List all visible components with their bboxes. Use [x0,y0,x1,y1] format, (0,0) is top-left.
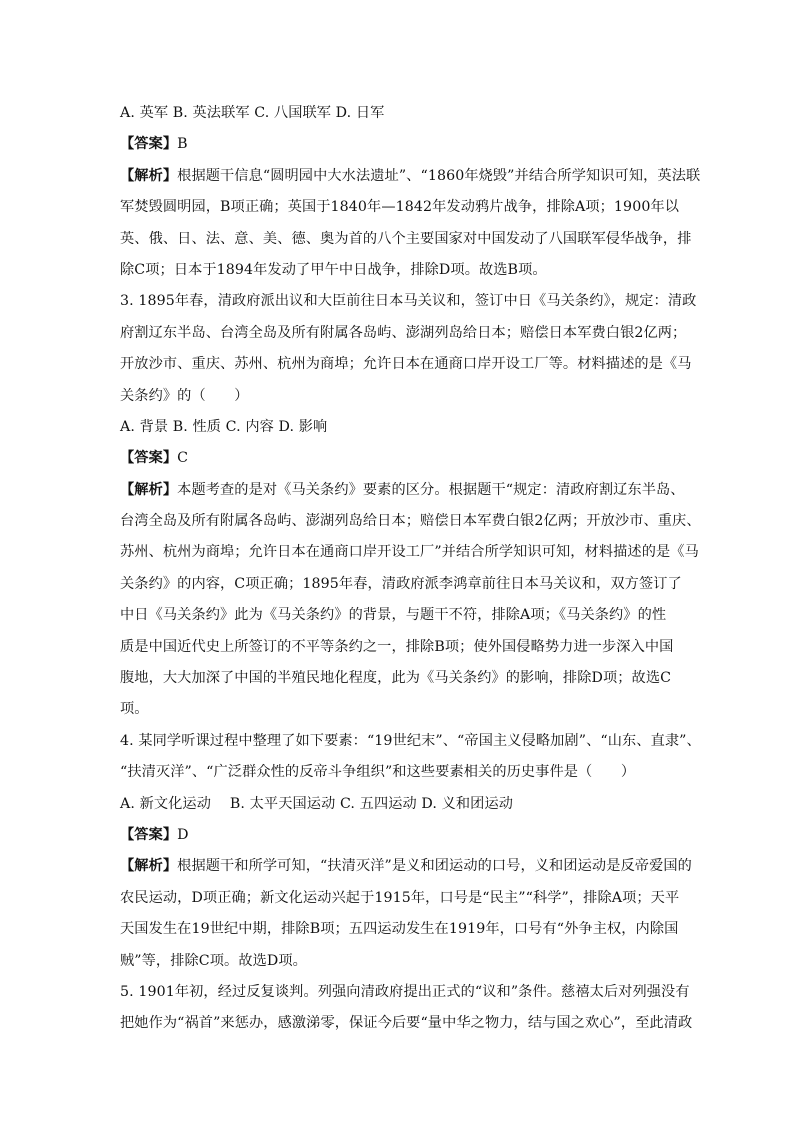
line-text: 4. 某同学听课过程中整理了如下要素：“19世纪末”、“帝国主义侵略加剧”、“山东、直隶”、 [120,732,701,749]
line-text: 除C项；日本于1894年发动了甲午中日战争，排除D项。故选B项。 [120,261,547,278]
line-text: A. 新文化运动 B. 太平天国运动 C. 五四运动 D. 义和团运动 [120,795,514,812]
question-line [120,286,697,317]
line-text: 天国发生在19世纪中期，排除B项；五四运动发生在1919年，口号有“外争主权，内除国 [120,921,679,938]
line-text: 把她作为“祸首”来惩办，感激涕零，保证今后要“量中华之物力，结与国之欢心”，至此清政 [120,1015,693,1032]
text-line [120,851,692,882]
line-text: 中日《马关条约》此为《马关条约》的背景，与题干不符，排除A项；《马关条约》的性 [120,607,667,624]
text-line [120,914,680,945]
options-line [120,789,680,820]
text-line [120,381,680,412]
answer-value: C [177,450,189,467]
text-line [120,820,680,851]
analysis-tag: 【解析】 [120,858,178,875]
text-line [120,129,680,160]
line-text: 农民运动，D项正确；新文化运动兴起于1915年，口号是“民主”“科学”，排除A项；天平 [120,889,680,906]
question-line [120,726,701,757]
text-line [120,224,692,255]
line-text: “扶清灭洋”、“广泛群众性的反帝斗争组织”和这些要素相关的历史事件是（ ） [120,764,636,781]
text-line [120,349,692,380]
text-line [120,537,699,568]
line-text: 贼”等，排除C项。故选D项。 [120,952,307,969]
line-text: 腹地，大大加深了中国的半殖民地化程度，此为《马关条约》的影响，排除D项；故选C [120,670,672,687]
answer-tag: 【答案】 [120,826,178,843]
line-text: 3. 1895年春，清政府派出议和大臣前往日本马关议和，签订中日《马关条约》，规定：清政 [120,293,697,310]
text-line [120,663,680,694]
text-line [120,318,687,349]
line-text: 府割辽东半岛、台湾全岛及所有附属各岛屿、澎湖列岛给日本；赔偿日本军费白银2亿两； [120,324,687,341]
answer-value: D [177,826,189,843]
text-line [120,161,701,192]
analysis-tag: 【解析】 [120,481,178,498]
answer-tag: 【答案】 [120,136,178,153]
line-text: 开放沙市、重庆、苏州、杭州为商埠；允许日本在通商口岸开设工厂等。材料描述的是《马 [120,356,692,373]
text-line [120,757,680,788]
line-text: 英、俄、日、法、意、美、德、奥为首的八个主要国家对中国发动了八国联军侵华战争，排 [120,230,692,247]
text-line [120,600,680,631]
text-line [120,1008,693,1039]
text-line [120,192,680,223]
text-line [120,98,680,129]
line-text: 项。 [120,701,149,718]
options-line [120,412,680,443]
line-text: 质是中国近代史上所签订的不平等条约之一，排除B项；使外国侵略势力进一步深入中国 [120,638,674,655]
text-line [120,632,680,663]
text-line [120,694,680,725]
text-line [120,569,680,600]
line-text: 苏州、杭州为商埠；允许日本在通商口岸开设工厂”并结合所学知识可知，材料描述的是《马 [120,544,699,561]
text-line [120,883,680,914]
line-text: A. 背景 B. 性质 C. 内容 D. 影响 [120,418,328,435]
question-line [120,977,690,1008]
text-line [120,946,680,977]
line-text: 本题考查的是对《马关条约》要素的区分。根据题干“规定：清政府割辽东半岛、 [177,481,685,498]
text-line [120,443,680,474]
line-text: 关条约》的内容，C项正确；1895年春，清政府派李鸿章前往日本马关议和，双方签订了 [120,575,682,592]
line-text: 台湾全岛及所有附属各岛屿、澎湖列岛给日本；赔偿日本军费白银2亿两；开放沙市、重庆、 [120,513,701,530]
line-text: 关条约》的（ ） [120,387,249,404]
text-line [120,506,701,537]
line-text: 根据题干信息“圆明园中大水法遗址”、“1860年烧毁”并结合所学知识可知，英法联 [177,167,701,184]
document-page [120,98,701,1040]
line-text: A. 英军 B. 英法联军 C. 八国联军 D. 日军 [120,105,385,121]
answer-value: B [177,136,188,153]
line-text: 根据题干和所学可知，“扶清灭洋”是义和团运动的口号，义和团运动是反帝爱国的 [177,858,692,875]
text-line [120,255,680,286]
answer-tag: 【答案】 [120,450,178,467]
analysis-tag: 【解析】 [120,167,178,184]
line-text: 5. 1901年初，经过反复谈判。列强向清政府提出正式的“议和”条件。慈禧太后对列强没有 [120,983,690,1000]
line-text: 军焚毁圆明园，B项正确；英国于1840年—1842年发动鸦片战争，排除A项；1900年以 [120,199,680,216]
text-line [120,475,685,506]
